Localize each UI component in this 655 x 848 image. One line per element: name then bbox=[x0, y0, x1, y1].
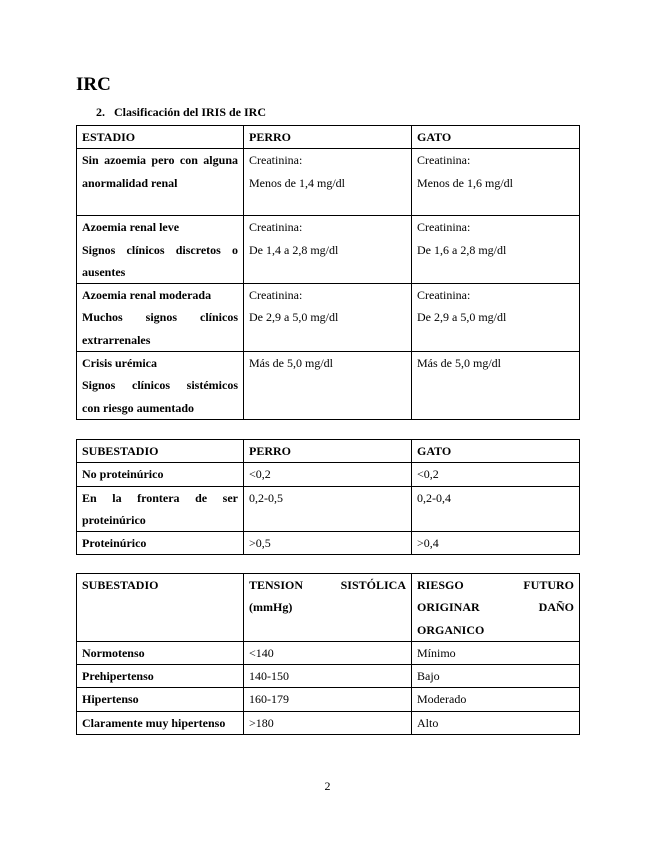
table-row bbox=[77, 463, 580, 486]
perro-cell bbox=[244, 284, 412, 352]
riesgo-cell: Alto bbox=[412, 711, 580, 734]
header-subestadio: SUBESTADIO bbox=[77, 440, 244, 463]
perro-line: Más de 5,0 mg/dl bbox=[249, 356, 333, 371]
estadio-cell bbox=[77, 216, 244, 284]
estadio-line: Azoemia renal leve bbox=[82, 220, 180, 235]
estadio-line: ausentes bbox=[82, 264, 126, 279]
header-perro: PERRO bbox=[244, 126, 412, 149]
tension-cell: 160-179 bbox=[244, 688, 412, 711]
estadio-line: Signos clínicos discretos o bbox=[82, 242, 238, 257]
header-gato: GATO bbox=[412, 440, 580, 463]
perro-line: De 2,9 a 5,0 mg/dl bbox=[249, 310, 339, 325]
iris-stage-table bbox=[76, 125, 580, 420]
gato-cell: <0,2 bbox=[412, 463, 580, 486]
estadio-line: Crisis urémica bbox=[82, 356, 157, 371]
table-row bbox=[77, 665, 580, 688]
blood-pressure-substage-table bbox=[76, 573, 580, 735]
gato-line: Creatinina: bbox=[417, 288, 471, 303]
riesgo-cell: Bajo bbox=[412, 665, 580, 688]
perro-cell bbox=[244, 216, 412, 284]
subestadio-cell: Claramente muy hipertenso bbox=[77, 711, 244, 734]
table-header-row bbox=[77, 440, 580, 463]
estadio-line: Azoemia renal moderada bbox=[82, 288, 212, 303]
gato-cell bbox=[412, 284, 580, 352]
table-row bbox=[77, 688, 580, 711]
gato-line: Menos de 1,6 mg/dl bbox=[417, 175, 513, 190]
subestadio-cell bbox=[77, 486, 244, 532]
perro-line: Creatinina: bbox=[249, 153, 303, 168]
section-number: 2. bbox=[96, 105, 105, 119]
estadio-line: con riesgo aumentado bbox=[82, 400, 194, 415]
perro-cell: <0,2 bbox=[244, 463, 412, 486]
gato-cell bbox=[412, 352, 580, 420]
table-row bbox=[77, 284, 580, 352]
header-line: RIESGO FUTURO bbox=[417, 578, 574, 592]
riesgo-cell: Mínimo bbox=[412, 641, 580, 664]
gato-line: Creatinina: bbox=[417, 220, 471, 235]
gato-line: De 2,9 a 5,0 mg/dl bbox=[417, 310, 507, 325]
estadio-line: Sin azoemia pero con alguna bbox=[82, 153, 238, 168]
tension-cell: 140-150 bbox=[244, 665, 412, 688]
table-row bbox=[77, 486, 580, 532]
subestadio-line: En la frontera de ser bbox=[82, 490, 238, 505]
table-row bbox=[77, 641, 580, 664]
perro-line: Creatinina: bbox=[249, 288, 303, 303]
perro-line: De 1,4 a 2,8 mg/dl bbox=[249, 242, 339, 257]
proteinuria-substage-table bbox=[76, 439, 580, 555]
table-row bbox=[77, 216, 580, 284]
table-row bbox=[77, 149, 580, 216]
header-line: (mmHg) bbox=[249, 600, 293, 615]
table-header-row bbox=[77, 574, 580, 642]
estadio-cell bbox=[77, 149, 244, 216]
table-row bbox=[77, 352, 580, 420]
tension-cell: <140 bbox=[244, 641, 412, 664]
page-title: IRC bbox=[76, 74, 111, 95]
header-subestadio: SUBESTADIO bbox=[77, 574, 244, 642]
perro-line: Menos de 1,4 mg/dl bbox=[249, 175, 345, 190]
gato-line: De 1,6 a 2,8 mg/dl bbox=[417, 242, 507, 257]
estadio-cell bbox=[77, 352, 244, 420]
header-line: TENSION SISTÓLICA bbox=[249, 578, 406, 592]
section-title: Clasificación del IRIS de IRC bbox=[114, 105, 267, 119]
subestadio-cell: Proteinúrico bbox=[77, 532, 244, 555]
perro-cell bbox=[244, 352, 412, 420]
subestadio-cell: Normotenso bbox=[77, 641, 244, 664]
estadio-cell bbox=[77, 284, 244, 352]
riesgo-cell: Moderado bbox=[412, 688, 580, 711]
table-row bbox=[77, 711, 580, 734]
perro-cell bbox=[244, 149, 412, 216]
section-heading bbox=[96, 105, 266, 120]
perro-cell: >0,5 bbox=[244, 532, 412, 555]
header-perro: PERRO bbox=[244, 440, 412, 463]
header-estadio: ESTADIO bbox=[77, 126, 244, 149]
subestadio-cell: No proteinúrico bbox=[77, 463, 244, 486]
gato-line: Más de 5,0 mg/dl bbox=[417, 356, 501, 371]
gato-line: Creatinina: bbox=[417, 153, 471, 168]
header-line: ORIGINAR DAÑO bbox=[417, 600, 574, 615]
header-gato: GATO bbox=[412, 126, 580, 149]
gato-cell: 0,2-0,4 bbox=[412, 486, 580, 532]
tension-cell: >180 bbox=[244, 711, 412, 734]
header-riesgo-futuro bbox=[412, 574, 580, 642]
header-tension-sistolica bbox=[244, 574, 412, 642]
estadio-line: anormalidad renal bbox=[82, 175, 178, 190]
estadio-line: Signos clínicos sistémicos bbox=[82, 378, 238, 393]
subestadio-line: proteinúrico bbox=[82, 512, 146, 527]
header-line: ORGANICO bbox=[417, 622, 485, 637]
table-row bbox=[77, 532, 580, 555]
page-number: 2 bbox=[324, 779, 331, 793]
subestadio-cell: Hipertenso bbox=[77, 688, 244, 711]
estadio-line: Muchos signos clínicos bbox=[82, 310, 238, 325]
gato-cell bbox=[412, 216, 580, 284]
subestadio-cell: Prehipertenso bbox=[77, 665, 244, 688]
estadio-line: extrarrenales bbox=[82, 332, 151, 347]
gato-cell: >0,4 bbox=[412, 532, 580, 555]
table-header-row bbox=[77, 126, 580, 149]
perro-cell: 0,2-0,5 bbox=[244, 486, 412, 532]
gato-cell bbox=[412, 149, 580, 216]
perro-line: Creatinina: bbox=[249, 220, 303, 235]
